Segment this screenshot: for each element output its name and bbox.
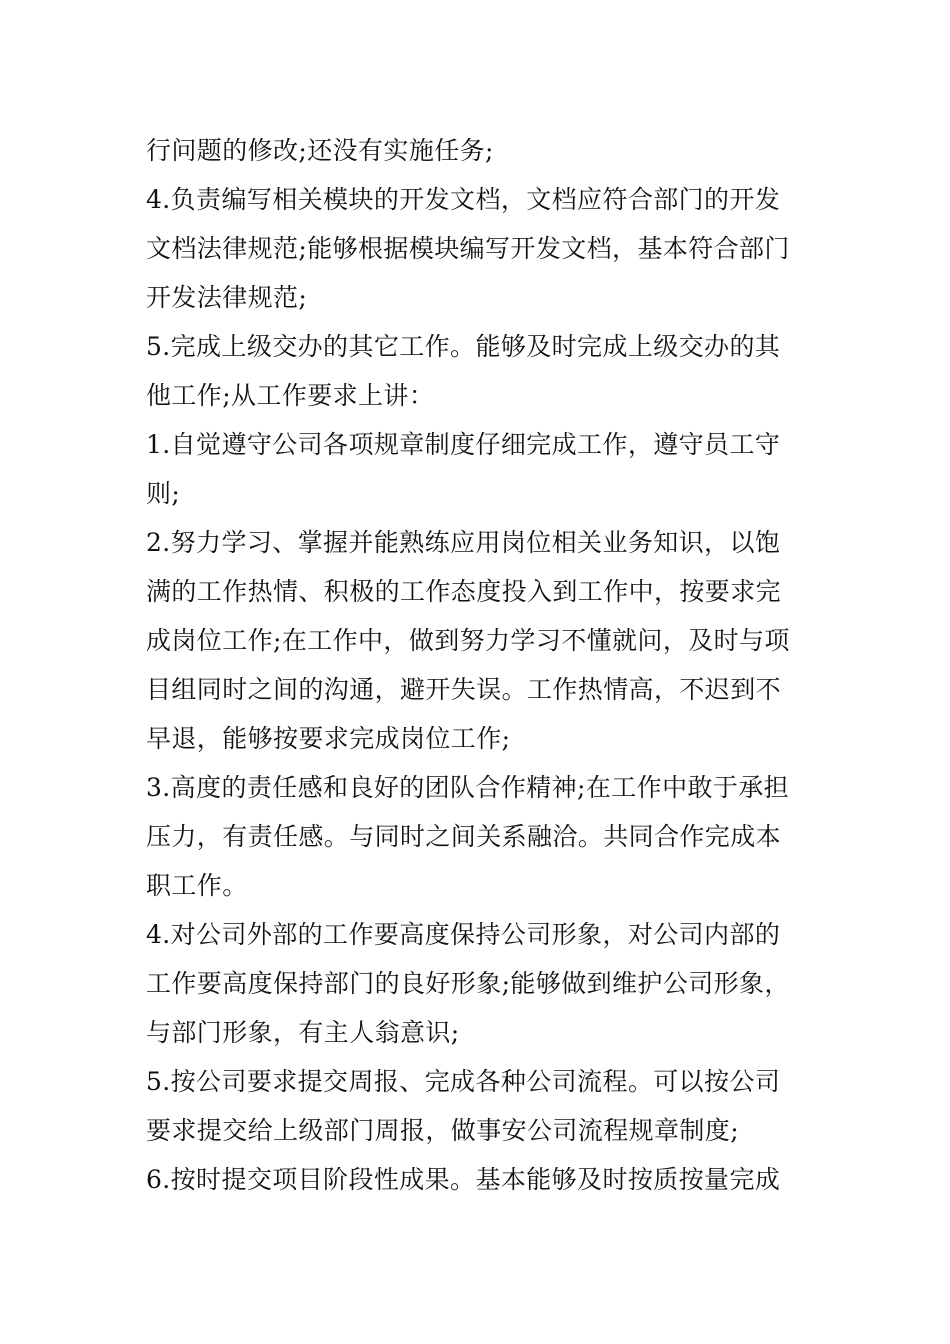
text-line: 文档法律规范;能够根据模块编写开发文档，基本符合部门 — [146, 234, 790, 263]
text-line: 5.完成上级交办的其它工作。能够及时完成上级交办的其 — [146, 332, 781, 361]
text-line: 压力，有责任感。与同时之间关系融洽。共同合作完成本 — [146, 822, 782, 851]
text-line: 1.自觉遵守公司各项规章制度仔细完成工作，遵守员工守 — [146, 430, 781, 459]
text-line: 职工作。 — [146, 871, 248, 900]
document-body — [146, 126, 826, 1204]
text-line: 开发法律规范; — [146, 283, 308, 312]
text-line: 早退，能够按要求完成岗位工作; — [146, 724, 511, 753]
text-line: 与部门形象，有主人翁意识; — [146, 1018, 460, 1047]
text-line: 行问题的修改;还没有实施任务; — [146, 136, 494, 165]
text-line: 工作要高度保持部门的良好形象;能够做到维护公司形象， — [146, 969, 790, 998]
text-line: 4.对公司外部的工作要高度保持公司形象，对公司内部的 — [146, 920, 781, 949]
text-line: 5.按公司要求提交周报、完成各种公司流程。可以按公司 — [146, 1067, 781, 1096]
text-line: 目组同时之间的沟通，避开失误。工作热情高，不迟到不 — [146, 675, 782, 704]
text-line: 满的工作热情、积极的工作态度投入到工作中，按要求完 — [146, 577, 782, 606]
text-line: 成岗位工作;在工作中，做到努力学习不懂就问，及时与项 — [146, 626, 790, 655]
text-line: 要求提交给上级部门周报，做事安公司流程规章制度; — [146, 1116, 740, 1145]
text-line: 2.努力学习、掌握并能熟练应用岗位相关业务知识，以饱 — [146, 528, 781, 557]
text-line: 他工作;从工作要求上讲： — [146, 381, 435, 410]
text-line: 3.高度的责任感和良好的团队合作精神;在工作中敢于承担 — [146, 773, 790, 802]
text-line: 4.负责编写相关模块的开发文档，文档应符合部门的开发 — [146, 185, 781, 214]
text-line: 则; — [146, 479, 181, 508]
text-line: 6.按时提交项目阶段性成果。基本能够及时按质按量完成 — [146, 1165, 781, 1194]
